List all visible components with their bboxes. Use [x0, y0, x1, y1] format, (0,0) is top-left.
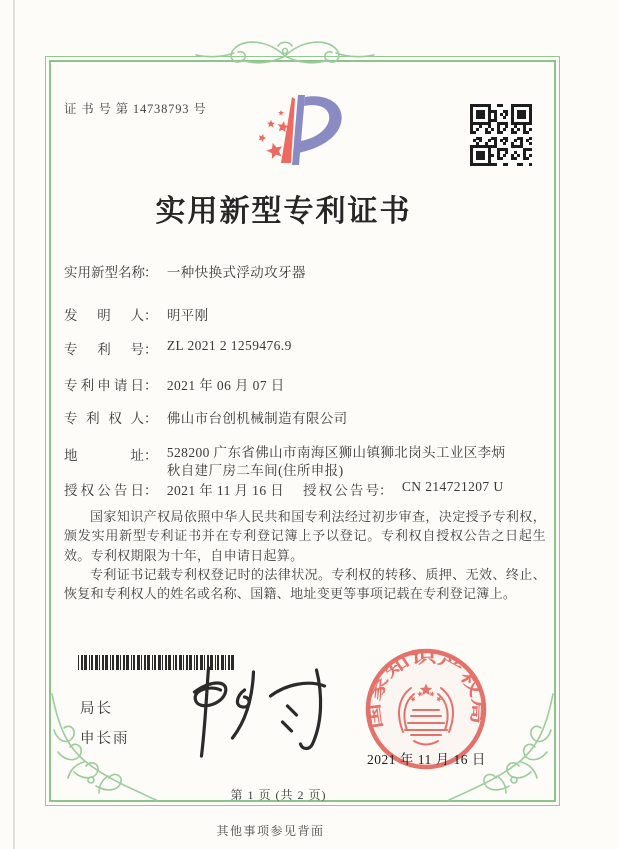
logo-star-small-1	[267, 120, 275, 128]
commissioner-signature	[150, 662, 345, 762]
field-row-grant: 授权公告日： 2021 年 11 月 16 日 授权公告号： CN 214721207 U	[64, 479, 504, 498]
field-value: 2021 年 06 月 07 日	[166, 378, 285, 393]
commissioner-name: 申长雨	[80, 731, 130, 747]
address-line-2: 秋自建厂房二车间(住所申报)	[166, 463, 344, 478]
field-label: 发明人	[64, 308, 144, 323]
cnipa-logo-icon	[248, 93, 348, 168]
field-row-patentee: 专利权人： 佛山市台创机械制造有限公司	[64, 407, 348, 427]
paragraph-1: 国家知识产权局依照中华人民共和国专利法经过初步审查，决定授予专利权，颁发实用新型专利证书并在专利登记簿上予以登记。专利权自授权公告之日起生效。专利权期限为十年，自申请日起算。	[64, 509, 546, 563]
logo-star-large	[267, 143, 283, 159]
field-label: 专利权人	[64, 411, 144, 426]
field-value: 明平刚	[166, 308, 209, 323]
field-row-inventor: 发明人： 明平刚	[64, 304, 209, 324]
field-value	[167, 444, 506, 480]
legal-text-block	[64, 507, 546, 603]
seal-date: 2021 年 11 月 16 日	[367, 752, 486, 767]
commissioner-title: 局长	[80, 701, 113, 717]
field-row-name: 实用新型名称： 一种快换式浮动攻牙器	[64, 261, 306, 281]
field-row-patent-number: 专利号： ZL 2021 2 1259476.9	[64, 338, 292, 357]
field-row-filing-date: 专利申请日： 2021 年 06 月 07 日	[64, 374, 285, 394]
logo-star-small-2	[259, 134, 267, 142]
field-value: 2021 年 11 月 16 日	[166, 483, 285, 498]
field-value: 佛山市台创机械制造有限公司	[166, 411, 348, 426]
field-value: 一种快换式浮动攻牙器	[166, 265, 306, 280]
qr-code-grid	[470, 104, 532, 166]
back-note: 其他事项参见背面	[216, 824, 325, 838]
certificate-title: 实用新型专利证书	[155, 195, 412, 228]
field-label: 实用新型名称	[64, 265, 145, 280]
scan-edge-line	[13, 0, 15, 849]
field-label: 专利申请日	[64, 378, 144, 393]
commissioner-block	[80, 697, 130, 757]
page-number: 第 1 页 (共 2 页)	[230, 788, 327, 802]
certificate-number: 证 书 号 第 14738793 号	[64, 102, 207, 116]
qr-code	[470, 104, 532, 166]
paragraph-2: 专利证书记载专利权登记时的法律状况。专利权的转移、质押、无效、终止、恢复和专利权人的姓名或名称、国籍、地址变更等事项记载在专利登记簿上。	[64, 566, 546, 602]
field-label: 授权公告号	[303, 483, 379, 498]
logo-p-bowl	[298, 96, 342, 153]
field-value: CN 214721207 U	[401, 479, 504, 494]
field-label: 授权公告日	[64, 483, 144, 498]
field-label: 专利号	[64, 342, 144, 357]
seal-arc-text: 国家知识产权局	[366, 649, 486, 730]
field-label: 地址	[64, 448, 144, 463]
logo-star-small-3	[278, 110, 284, 115]
address-line-1: 528200 广东省佛山市南海区狮山镇狮北岗头工业区李炳	[166, 445, 506, 460]
field-row-address: 地址： 528200 广东省佛山市南海区狮山镇狮北岗头工业区李炳 秋自建厂房二车间(住所申报)	[64, 445, 506, 478]
field-value: ZL 2021 2 1259476.9	[166, 338, 292, 353]
field-grant-number-group: 授权公告号： CN 214721207 U	[303, 479, 504, 498]
